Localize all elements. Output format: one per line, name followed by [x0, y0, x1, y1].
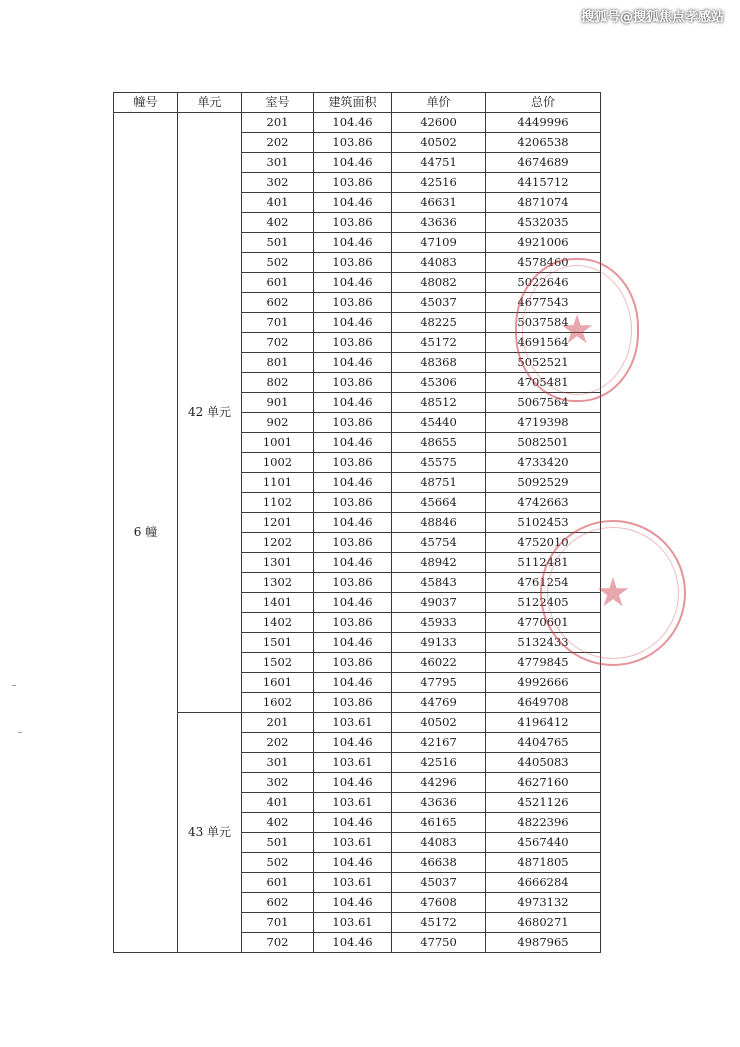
building-cell: 6 幢: [114, 113, 178, 953]
unit-price-cell: 44083: [392, 833, 486, 853]
total-price-cell: 4405083: [486, 753, 601, 773]
unit-price-cell: 44296: [392, 773, 486, 793]
total-price-cell: 5022646: [486, 273, 601, 293]
total-price-cell: 4196412: [486, 713, 601, 733]
unit-price-cell: 42167: [392, 733, 486, 753]
room-cell: 1001: [242, 433, 314, 453]
room-cell: 801: [242, 353, 314, 373]
total-price-cell: 4871805: [486, 853, 601, 873]
room-cell: 1501: [242, 633, 314, 653]
area-cell: 104.46: [314, 893, 392, 913]
room-cell: 302: [242, 173, 314, 193]
total-price-cell: 4752010: [486, 533, 601, 553]
room-cell: 602: [242, 893, 314, 913]
unit-price-cell: 46165: [392, 813, 486, 833]
room-cell: 1401: [242, 593, 314, 613]
room-cell: 401: [242, 193, 314, 213]
unit-cell: 42 单元: [178, 113, 242, 713]
total-price-cell: 4674689: [486, 153, 601, 173]
room-cell: 1402: [242, 613, 314, 633]
area-cell: 103.86: [314, 373, 392, 393]
area-cell: 103.86: [314, 173, 392, 193]
area-cell: 104.46: [314, 673, 392, 693]
room-cell: 1201: [242, 513, 314, 533]
room-cell: 1202: [242, 533, 314, 553]
total-price-cell: 5122405: [486, 593, 601, 613]
unit-price-cell: 48368: [392, 353, 486, 373]
total-price-cell: 5082501: [486, 433, 601, 453]
unit-price-cell: 45037: [392, 293, 486, 313]
header-area: 建筑面积: [314, 93, 392, 113]
unit-price-cell: 46638: [392, 853, 486, 873]
total-price-cell: 4649708: [486, 693, 601, 713]
total-price-cell: 4680271: [486, 913, 601, 933]
total-price-cell: 4973132: [486, 893, 601, 913]
area-cell: 104.46: [314, 193, 392, 213]
area-cell: 104.46: [314, 233, 392, 253]
room-cell: 502: [242, 253, 314, 273]
unit-price-cell: 47608: [392, 893, 486, 913]
area-cell: 104.46: [314, 113, 392, 133]
unit-price-cell: 46631: [392, 193, 486, 213]
unit-price-cell: 40502: [392, 713, 486, 733]
area-cell: 103.86: [314, 533, 392, 553]
total-price-cell: 5052521: [486, 353, 601, 373]
room-cell: 601: [242, 273, 314, 293]
area-cell: 103.61: [314, 713, 392, 733]
area-cell: 103.86: [314, 213, 392, 233]
header-total-price: 总价: [486, 93, 601, 113]
header-building: 幢号: [114, 93, 178, 113]
unit-price-cell: 44769: [392, 693, 486, 713]
room-cell: 702: [242, 333, 314, 353]
unit-price-cell: 43636: [392, 213, 486, 233]
total-price-cell: 4206538: [486, 133, 601, 153]
room-cell: 301: [242, 753, 314, 773]
area-cell: 103.61: [314, 873, 392, 893]
unit-price-cell: 45843: [392, 573, 486, 593]
unit-price-cell: 44751: [392, 153, 486, 173]
total-price-cell: 5112481: [486, 553, 601, 573]
area-cell: 104.46: [314, 593, 392, 613]
unit-price-cell: 47795: [392, 673, 486, 693]
star-icon: ★: [595, 570, 631, 616]
header-row: [114, 93, 601, 113]
area-cell: 104.46: [314, 773, 392, 793]
unit-price-cell: 48512: [392, 393, 486, 413]
room-cell: 701: [242, 313, 314, 333]
total-price-cell: 4567440: [486, 833, 601, 853]
area-cell: 103.61: [314, 793, 392, 813]
unit-price-cell: 45754: [392, 533, 486, 553]
total-price-cell: 4705481: [486, 373, 601, 393]
unit-price-cell: 48225: [392, 313, 486, 333]
total-price-cell: 4404765: [486, 733, 601, 753]
area-cell: 104.46: [314, 553, 392, 573]
area-cell: 104.46: [314, 513, 392, 533]
total-price-cell: 4521126: [486, 793, 601, 813]
area-cell: 103.86: [314, 253, 392, 273]
area-cell: 103.61: [314, 753, 392, 773]
area-cell: 103.86: [314, 413, 392, 433]
area-cell: 104.46: [314, 813, 392, 833]
total-price-cell: 4987965: [486, 933, 601, 953]
total-price-cell: 4733420: [486, 453, 601, 473]
unit-price-cell: 48082: [392, 273, 486, 293]
area-cell: 104.46: [314, 393, 392, 413]
room-cell: 501: [242, 233, 314, 253]
area-cell: 104.46: [314, 153, 392, 173]
room-cell: 601: [242, 873, 314, 893]
room-cell: 902: [242, 413, 314, 433]
area-cell: 104.46: [314, 433, 392, 453]
price-table: [113, 92, 601, 953]
unit-price-cell: 44083: [392, 253, 486, 273]
room-cell: 1102: [242, 493, 314, 513]
total-price-cell: 4992666: [486, 673, 601, 693]
total-price-cell: 5067564: [486, 393, 601, 413]
room-cell: 201: [242, 713, 314, 733]
room-cell: 202: [242, 133, 314, 153]
room-cell: 1301: [242, 553, 314, 573]
unit-price-cell: 48942: [392, 553, 486, 573]
total-price-cell: 4627160: [486, 773, 601, 793]
total-price-cell: 5102453: [486, 513, 601, 533]
unit-cell: 43 单元: [178, 713, 242, 953]
area-cell: 104.46: [314, 633, 392, 653]
area-cell: 103.86: [314, 653, 392, 673]
room-cell: 1101: [242, 473, 314, 493]
total-price-cell: 4779845: [486, 653, 601, 673]
unit-price-cell: 49133: [392, 633, 486, 653]
room-cell: 602: [242, 293, 314, 313]
unit-price-cell: 47109: [392, 233, 486, 253]
room-cell: 301: [242, 153, 314, 173]
unit-price-cell: 45172: [392, 333, 486, 353]
room-cell: 701: [242, 913, 314, 933]
area-cell: 103.86: [314, 333, 392, 353]
header-unit-price: 单价: [392, 93, 486, 113]
watermark: 搜狐号@搜狐焦点孝感站: [580, 10, 724, 25]
room-cell: 1601: [242, 673, 314, 693]
room-cell: 401: [242, 793, 314, 813]
area-cell: 104.46: [314, 853, 392, 873]
unit-price-cell: 47750: [392, 933, 486, 953]
unit-price-cell: 48655: [392, 433, 486, 453]
area-cell: 103.86: [314, 453, 392, 473]
total-price-cell: 5132433: [486, 633, 601, 653]
unit-price-cell: 48751: [392, 473, 486, 493]
table-row: [114, 713, 601, 733]
area-cell: 103.86: [314, 573, 392, 593]
unit-price-cell: 45037: [392, 873, 486, 893]
unit-price-cell: 42516: [392, 173, 486, 193]
total-price-cell: 4415712: [486, 173, 601, 193]
total-price-cell: 5037584: [486, 313, 601, 333]
header-unit: 单元: [178, 93, 242, 113]
area-cell: 104.46: [314, 353, 392, 373]
total-price-cell: 4770601: [486, 613, 601, 633]
area-cell: 104.46: [314, 933, 392, 953]
unit-price-cell: 42516: [392, 753, 486, 773]
total-price-cell: 4578460: [486, 253, 601, 273]
total-price-cell: 4666284: [486, 873, 601, 893]
unit-price-cell: 42600: [392, 113, 486, 133]
room-cell: 202: [242, 733, 314, 753]
unit-price-cell: 49037: [392, 593, 486, 613]
star-icon: ★: [559, 307, 595, 353]
room-cell: 1602: [242, 693, 314, 713]
total-price-cell: 4822396: [486, 813, 601, 833]
area-cell: 103.86: [314, 613, 392, 633]
unit-price-cell: 45172: [392, 913, 486, 933]
total-price-cell: 4677543: [486, 293, 601, 313]
total-price-cell: 4761254: [486, 573, 601, 593]
total-price-cell: 4449996: [486, 113, 601, 133]
total-price-cell: 5092529: [486, 473, 601, 493]
unit-price-cell: 45575: [392, 453, 486, 473]
room-cell: 1002: [242, 453, 314, 473]
area-cell: 104.46: [314, 733, 392, 753]
area-cell: 104.46: [314, 313, 392, 333]
total-price-cell: 4691564: [486, 333, 601, 353]
total-price-cell: 4921006: [486, 233, 601, 253]
unit-price-cell: 46022: [392, 653, 486, 673]
room-cell: 402: [242, 813, 314, 833]
unit-price-cell: 45306: [392, 373, 486, 393]
total-price-cell: 4871074: [486, 193, 601, 213]
unit-price-cell: 43636: [392, 793, 486, 813]
area-cell: 104.46: [314, 273, 392, 293]
unit-price-cell: 45440: [392, 413, 486, 433]
header-room: 室号: [242, 93, 314, 113]
room-cell: 502: [242, 853, 314, 873]
room-cell: 1302: [242, 573, 314, 593]
room-cell: 1502: [242, 653, 314, 673]
scan-mark: [18, 732, 22, 733]
area-cell: 103.86: [314, 133, 392, 153]
area-cell: 103.86: [314, 293, 392, 313]
area-cell: 104.46: [314, 473, 392, 493]
total-price-cell: 4719398: [486, 413, 601, 433]
total-price-cell: 4742663: [486, 493, 601, 513]
area-cell: 103.61: [314, 913, 392, 933]
room-cell: 501: [242, 833, 314, 853]
room-cell: 901: [242, 393, 314, 413]
total-price-cell: 4532035: [486, 213, 601, 233]
room-cell: 402: [242, 213, 314, 233]
unit-price-cell: 40502: [392, 133, 486, 153]
unit-price-cell: 45933: [392, 613, 486, 633]
unit-price-cell: 45664: [392, 493, 486, 513]
table-body: [114, 113, 601, 953]
area-cell: 103.61: [314, 833, 392, 853]
room-cell: 802: [242, 373, 314, 393]
room-cell: 302: [242, 773, 314, 793]
table-row: [114, 113, 601, 133]
area-cell: 103.86: [314, 693, 392, 713]
room-cell: 702: [242, 933, 314, 953]
scan-mark: [12, 685, 16, 686]
unit-price-cell: 48846: [392, 513, 486, 533]
room-cell: 201: [242, 113, 314, 133]
area-cell: 103.86: [314, 493, 392, 513]
